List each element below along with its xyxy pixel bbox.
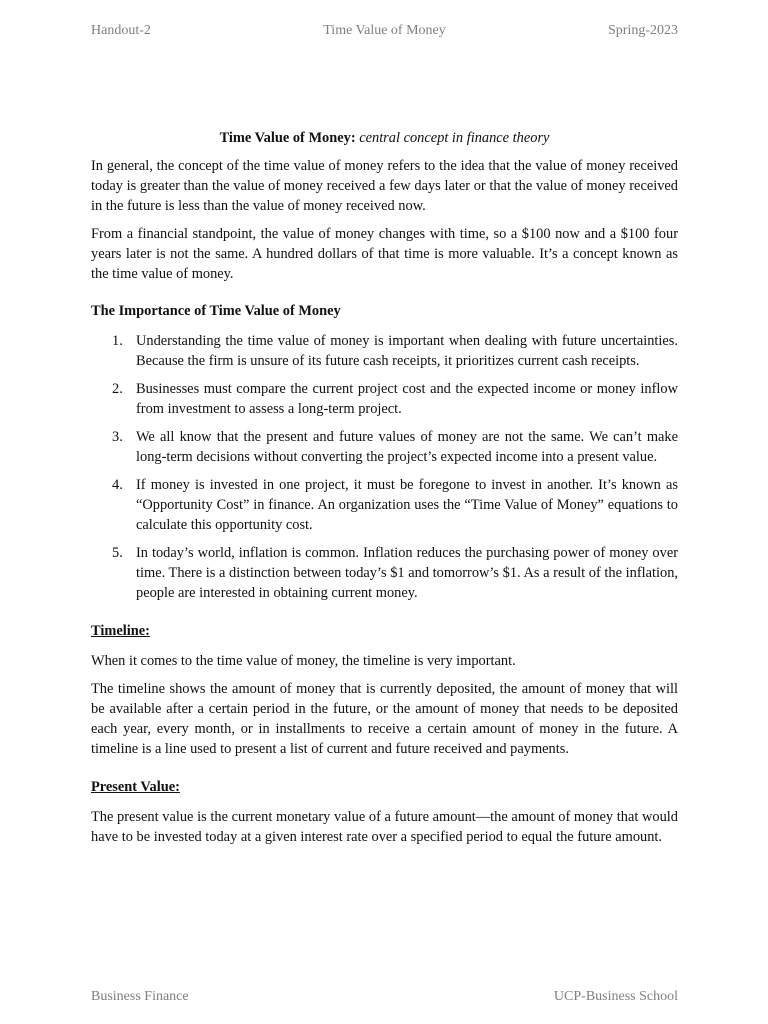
list-item-number: 1.	[112, 333, 123, 349]
list-item-number: 4.	[112, 477, 123, 493]
present-value-heading: Present Value:	[91, 779, 180, 795]
header-center-text: Time Value of Money	[323, 23, 446, 38]
footer-right-text: UCP-Business School	[553, 989, 678, 1004]
list-item-number: 2.	[112, 381, 123, 397]
list-item-text: We all know that the present and future values of money are not the same. We can’t make long-term decisions without converting the project’s expected income into a present value.	[136, 429, 678, 465]
list-item	[91, 379, 678, 419]
timeline-paragraph: When it comes to the time value of money, the timeline is very important.	[91, 653, 516, 669]
intro-paragraph: From a financial standpoint, the value of money changes with time, so a $100 now and a $100 four years later is not the same. A hundred dollars of that time is more valuable. It’s a concept known as the time value of money.	[91, 226, 678, 282]
page-footer	[91, 989, 678, 1009]
document-title	[91, 128, 678, 148]
page-header	[91, 23, 678, 43]
list-item-text: If money is invested in one project, it must be foregone to invest in another. It’s known as “Opportunity Cost” in finance. An organization uses the “Time Value of Money” equations to calculate this opportunity cost.	[136, 477, 678, 533]
document-body	[91, 128, 678, 855]
title-italic: central concept in finance theory	[359, 130, 550, 146]
list-item-number: 5.	[112, 545, 123, 561]
list-item	[91, 475, 678, 535]
importance-heading: The Importance of Time Value of Money	[91, 303, 341, 319]
title-bold: Time Value of Money:	[219, 130, 356, 146]
intro-paragraph: In general, the concept of the time value of money refers to the idea that the value of money received today is greater than the value of money received a few days later or that the value of money received in the future is less than the value of money received now.	[91, 158, 678, 214]
header-right-text: Spring-2023	[608, 23, 678, 38]
footer-left-text: Business Finance	[91, 989, 189, 1004]
header-left-text: Handout-2	[91, 23, 151, 38]
list-item-number: 3.	[112, 429, 123, 445]
importance-list	[91, 331, 678, 603]
list-item	[91, 543, 678, 603]
list-item-text: Businesses must compare the current project cost and the expected income or money inflow from investment to assess a long-term project.	[136, 381, 678, 417]
list-item	[91, 427, 678, 467]
timeline-heading: Timeline:	[91, 623, 150, 639]
timeline-paragraph: The timeline shows the amount of money that is currently deposited, the amount of money that will be available after a certain period in the future, or the amount of money that needs to be deposited each year, every month, or in installments to receive a certain amount of money in the future. A timeline is a line used to present a list of current and future received and payments.	[91, 681, 678, 757]
list-item-text: In today’s world, inflation is common. Inflation reduces the purchasing power of money over time. There is a distinction between today’s $1 and tomorrow’s $1. As a result of the inflation, people are interested in obtaining current money.	[136, 545, 678, 601]
list-item-text: Understanding the time value of money is important when dealing with future uncertainties. Because the firm is unsure of its future cash receipts, it prioritizes current cash receipts.	[136, 333, 678, 369]
present-value-paragraph: The present value is the current monetary value of a future amount—the amount of money that would have to be invested today at a given interest rate over a specified period to equal the future amount.	[91, 809, 678, 845]
list-item	[91, 331, 678, 371]
